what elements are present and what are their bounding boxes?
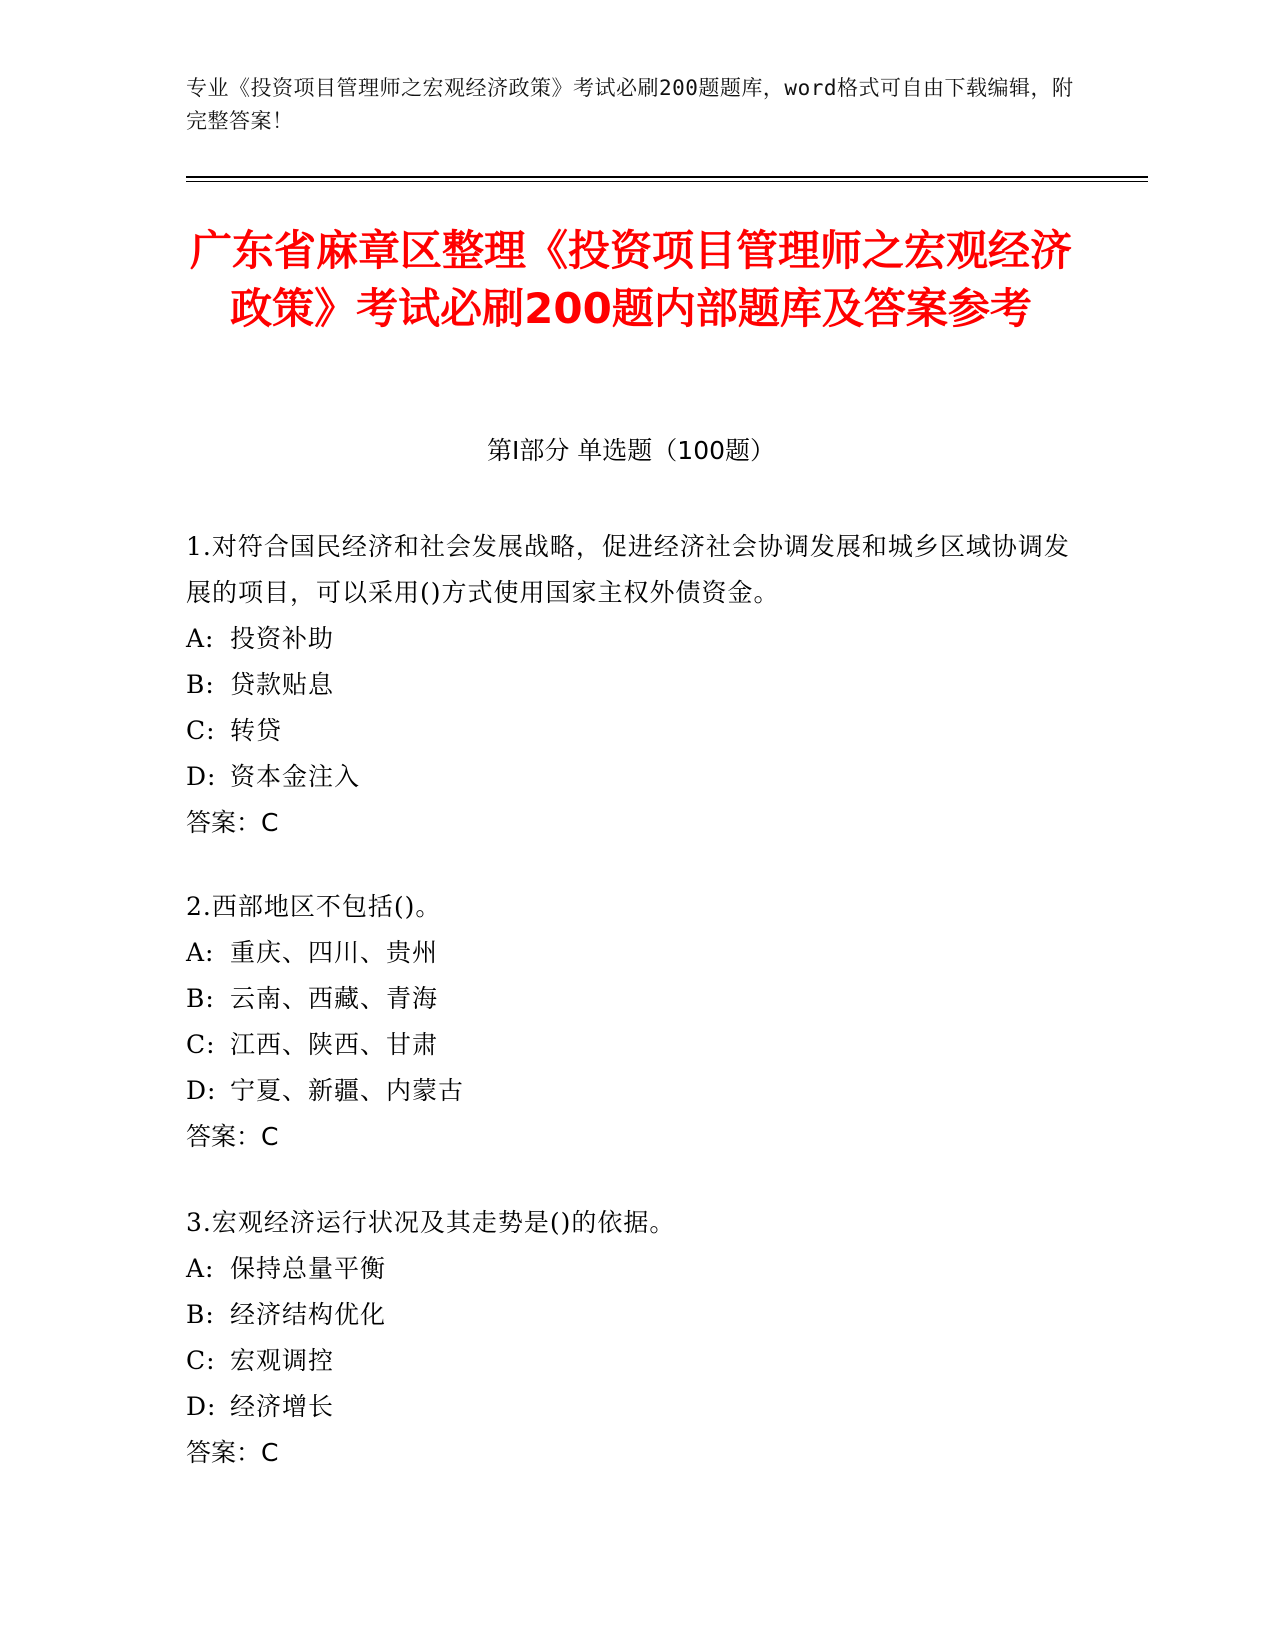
option-a xyxy=(186,616,1086,662)
option-key: D: xyxy=(186,1392,217,1421)
answer-line: 答案：C xyxy=(186,1438,279,1467)
option-key: C: xyxy=(186,716,216,745)
option-text: 江西、陕西、甘肃 xyxy=(230,1030,439,1059)
option-d xyxy=(186,1068,1086,1114)
option-a xyxy=(186,930,1086,976)
question-stem: 3.宏观经济运行状况及其走势是()的依据。 xyxy=(186,1208,676,1237)
option-key: D: xyxy=(186,762,217,791)
option-text: 贷款贴息 xyxy=(230,670,335,699)
option-text: 经济结构优化 xyxy=(230,1300,387,1329)
question-block xyxy=(186,524,1086,846)
header-divider-thin xyxy=(186,181,1148,182)
option-key: C: xyxy=(186,1346,216,1375)
option-c xyxy=(186,1338,1086,1384)
option-c xyxy=(186,1022,1086,1068)
question-stem: 1.对符合国民经济和社会发展战略，促进经济社会协调发展和城乡区域协调发展的项目，可以采用()方式使用国家主权外债资金。 xyxy=(186,532,1070,607)
header-divider-thick xyxy=(186,176,1148,178)
option-text: 转贷 xyxy=(230,716,283,745)
answer-line: 答案：C xyxy=(186,1122,279,1151)
option-key: D: xyxy=(186,1076,217,1105)
option-text: 云南、西藏、青海 xyxy=(230,984,439,1013)
option-b xyxy=(186,976,1086,1022)
option-key: B: xyxy=(186,1300,215,1329)
option-a xyxy=(186,1246,1086,1292)
option-d xyxy=(186,754,1086,800)
option-text: 重庆、四川、贵州 xyxy=(230,938,439,967)
option-d xyxy=(186,1384,1086,1430)
option-key: A: xyxy=(186,624,215,653)
option-key: A: xyxy=(186,1254,215,1283)
question-stem: 2.西部地区不包括()。 xyxy=(186,892,442,921)
option-text: 宏观调控 xyxy=(230,1346,335,1375)
answer-line: 答案：C xyxy=(186,808,279,837)
option-text: 资本金注入 xyxy=(230,762,361,791)
question-block xyxy=(186,1200,1086,1476)
document-title: 广东省麻章区整理《投资项目管理师之宏观经济政策》考试必刷200题内部题库及答案参考 xyxy=(189,226,1072,333)
option-text: 投资补助 xyxy=(230,624,335,653)
option-text: 经济增长 xyxy=(230,1392,335,1421)
option-text: 保持总量平衡 xyxy=(230,1254,387,1283)
section-title: 第I部分 单选题（100题） xyxy=(486,436,776,465)
header-note: 专业《投资项目管理师之宏观经济政策》考试必刷200题题库，word格式可自由下载编辑，附完整答案！ xyxy=(186,76,1074,133)
option-key: B: xyxy=(186,670,215,699)
option-c xyxy=(186,708,1086,754)
option-b xyxy=(186,1292,1086,1338)
option-key: C: xyxy=(186,1030,216,1059)
option-key: B: xyxy=(186,984,215,1013)
option-text: 宁夏、新疆、内蒙古 xyxy=(230,1076,465,1105)
option-key: A: xyxy=(186,938,215,967)
option-b xyxy=(186,662,1086,708)
question-block xyxy=(186,884,1086,1160)
